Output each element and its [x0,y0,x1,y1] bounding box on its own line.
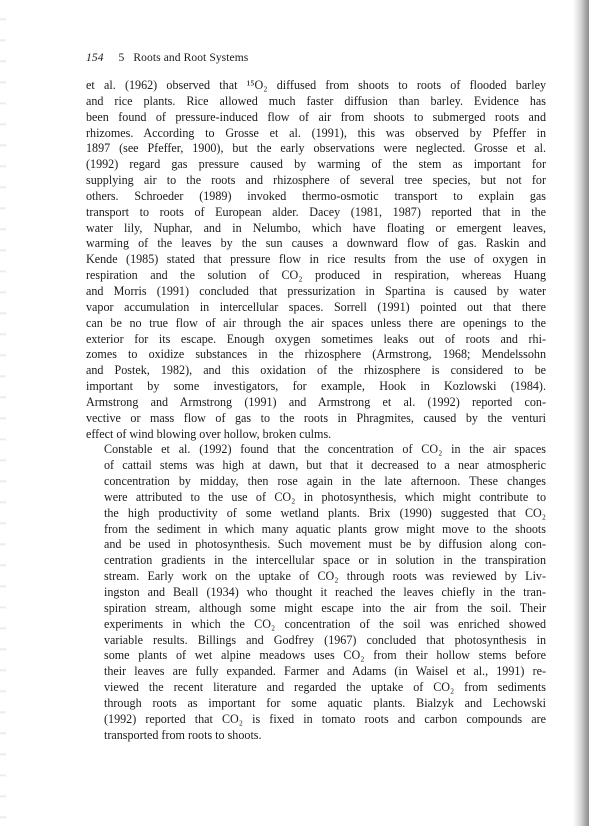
page-right-edge-shadow [573,0,589,826]
text-line: Constable et al. (1992) found that the concentration of CO₂ in the air spaces [104,442,546,457]
paragraph-1 [86,78,546,442]
text-line: Kende (1985) stated that pressure flow in rice results from the use of oxygen in [86,252,546,267]
text-line: viewed the recent literature and regarded the uptake of CO₂ from sediments [104,680,546,695]
text-line: vapor accumulation in intercellular spaces. Sorrell (1991) pointed out that there [86,299,546,314]
text-line: and Morris (1991) concluded that pressurization in Spartina is caused by water [86,283,546,298]
text-line: (1992) reported that CO₂ is fixed in tomato roots and carbon compounds are [104,711,546,726]
page-left-edge-shadow [0,0,6,826]
text-line: of cattail stems was high at dawn, but that it decreased to a near atmospheric [104,458,546,473]
text-line: water lily, Nuphar, and in Nelumbo, which have floating or emergent leaves, [86,220,546,235]
text-line: rhizomes. According to Grosse et al. (1991), this was observed by Pfeffer in [86,125,546,140]
text-line: and rice plants. Rice allowed much faster diffusion than barley. Evidence has [86,93,546,108]
text-line: supplying air to the roots and rhizosphere of several tree species, but not for [86,173,546,188]
text-line: concentration by midday, then rose again in the late afternoon. These changes [104,474,546,489]
text-line: were attributed to the use of CO₂ in photosynthesis, which might contribute to [104,489,546,504]
text-line: stream. Early work on the uptake of CO₂ through roots was reviewed by Liv- [104,569,546,584]
text-line: the high productivity of some wetland plants. Brix (1990) suggested that CO₂ [104,505,546,520]
text-line: 1897 (see Pfeffer, 1900), but the early observations were neglected. Grosse et al. [86,141,546,156]
text-line: exterior for its escape. Enough oxygen sometimes leaks out of roots and rhi- [86,331,546,346]
text-line: variable results. Billings and Godfrey (1967) concluded that photosynthesis in [104,632,546,647]
text-line: some plants of wet alpine meadows uses CO₂ from their hollow stems before [104,648,546,663]
text-line: and Postek, 1982), and this oxidation of the rhizosphere is considered to be [86,363,546,378]
text-line: important by some investigators, for example, Hook in Kozlowski (1984). [86,379,546,394]
text-line: (1992) regard gas pressure caused by warming of the stem as important for [86,157,546,172]
text-line: et al. (1962) observed that ¹⁵O₂ diffused from shoots to roots of flooded barley [86,78,546,92]
text-line: experiments in which the CO₂ concentration of the soil was enriched showed [104,616,546,631]
text-line: spiration stream, although some might escape into the air from the soil. Their [104,600,546,615]
chapter-title: Roots and Root Systems [133,52,249,64]
body-text [86,78,546,743]
text-line: vective or mass flow of gas to the roots in Phragmites, caused by the venturi [86,410,546,425]
text-line: respiration and the solution of CO₂ produced in respiration, whereas Huang [86,268,546,283]
text-line: centration gradients in the intercellular space or in solution in the transpiration [104,553,546,568]
chapter-number: 5 [118,52,125,64]
text-line: transported from roots to shoots. [104,727,262,742]
text-line: transport to roots of European alder. Dacey (1981, 1987) reported that in the [86,204,546,219]
text-line: their leaves are fully expanded. Farmer and Adams (in Waisel et al., 1991) re- [104,664,546,679]
text-line: effect of wind blowing over hollow, broken culms. [86,426,332,441]
page-number: 154 [86,52,104,64]
text-line: from the sediment in which many aquatic plants grow might move to the shoots [104,521,546,536]
text-line: others. Schroeder (1989) invoked thermo-osmotic transport to explain gas [86,188,546,203]
text-line: Armstrong and Armstrong (1991) and Armstrong et al. (1992) reported con- [86,394,546,409]
paragraph-2 [86,442,546,743]
text-line: can be no true flow of air through the air spaces unless there are openings to the [86,315,546,330]
text-line: warming of the leaves by the sun causes a downward flow of gas. Raskin and [86,236,546,251]
text-line: through roots as important for some aquatic plants. Bialzyk and Lechowski [104,695,546,710]
text-line: and be used in photosynthesis. Such movement must be by diffusion along con- [104,537,546,552]
running-header [86,52,248,64]
text-line: ingston and Beall (1934) who thought it reached the leaves chiefly in the tran- [104,585,546,599]
text-line: zomes to oxidize substances in the rhizosphere (Armstrong, 1968; Mendelssohn [86,347,546,362]
text-line: been found of pressure-induced flow of air from shoots to submerged roots and [86,109,546,124]
